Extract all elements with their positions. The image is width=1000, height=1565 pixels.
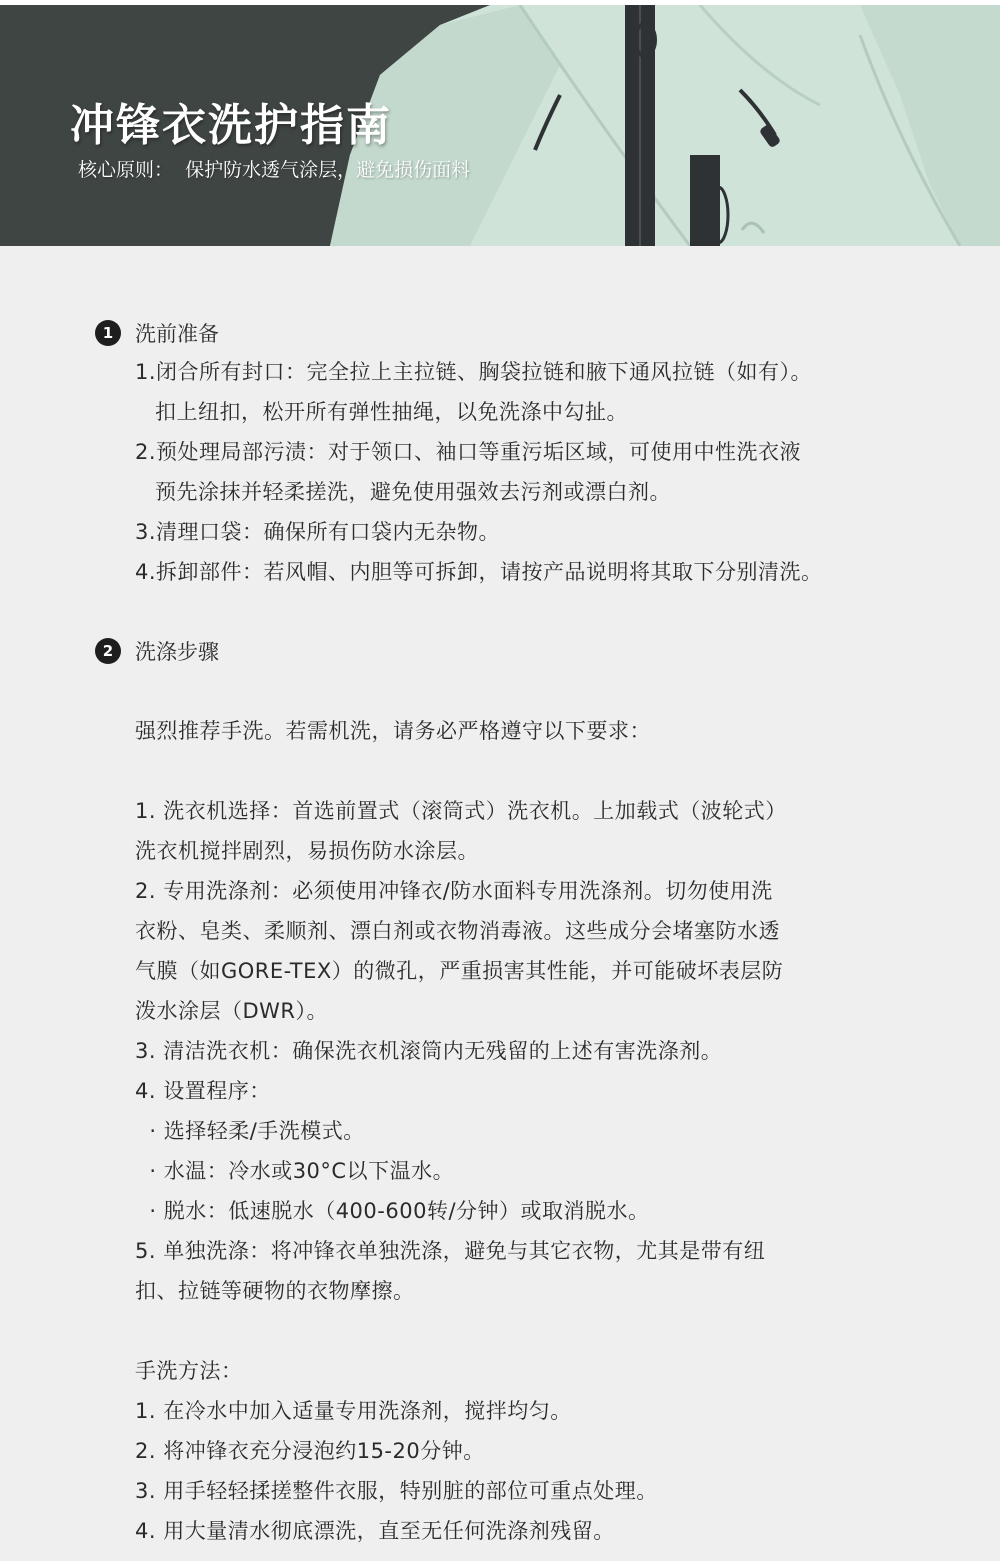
section-2-line: 泼水涂层（DWR）。 — [135, 999, 329, 1023]
section-2-line: 5. 单独洗涤：将冲锋衣单独洗涤，避免与其它衣物，尤其是带有纽 — [135, 1239, 766, 1263]
hand-wash-step: 1. 在冷水中加入适量专用洗涤剂，搅拌均匀。 — [135, 1399, 572, 1423]
section-2-bullet: · 水温：冷水或30°C以下温水。 — [135, 1159, 455, 1183]
section-1-title: 洗前准备 — [135, 322, 219, 346]
section-2-title: 洗涤步骤 — [135, 640, 219, 664]
section-2-header — [95, 636, 219, 666]
section-2-line: 1. 洗衣机选择：首选前置式（滚筒式）洗衣机。上加载式（波轮式） — [135, 799, 787, 823]
section-2-number-badge: 2 — [95, 638, 121, 664]
section-1-line: 1.闭合所有封口：完全拉上主拉链、胸袋拉链和腋下通风拉链（如有）。 — [135, 360, 813, 384]
section-1-line: 3.清理口袋：确保所有口袋内无杂物。 — [135, 520, 501, 544]
bottom-strip — [0, 1561, 1000, 1565]
section-1-line: 预先涂抹并轻柔搓洗，避免使用强效去污剂或漂白剂。 — [155, 480, 671, 504]
section-2-line: 4. 设置程序： — [135, 1079, 271, 1103]
section-2-line: 3. 清洁洗衣机：确保洗衣机滚筒内无残留的上述有害洗涤剂。 — [135, 1039, 723, 1063]
hand-wash-step: 2. 将冲锋衣充分浸泡约15-20分钟。 — [135, 1439, 485, 1463]
section-2-bullet: · 选择轻柔/手洗模式。 — [135, 1119, 365, 1143]
section-1-line: 2.预处理局部污渍：对于领口、袖口等重污垢区域，可使用中性洗衣液 — [135, 440, 802, 464]
section-1-number-badge: 1 — [95, 320, 121, 346]
page-subtitle: 核心原则： 保护防水透气涂层，避免损伤面料 — [78, 159, 471, 181]
page-title: 冲锋衣洗护指南 — [70, 100, 392, 151]
section-2-line: 扣、拉链等硬物的衣物摩擦。 — [135, 1279, 415, 1303]
section-1-line: 扣上纽扣，松开所有弹性抽绳，以免洗涤中勾扯。 — [155, 400, 628, 424]
banner — [0, 5, 1000, 246]
section-2-line: 衣粉、皂类、柔顺剂、漂白剂或衣物消毒液。这些成分会堵塞防水透 — [135, 919, 780, 943]
section-1-line: 4.拆卸部件：若风帽、内胆等可拆卸，请按产品说明将其取下分别清洗。 — [135, 560, 823, 584]
section-2-bullet: · 脱水：低速脱水（400-600转/分钟）或取消脱水。 — [135, 1199, 650, 1223]
section-2-line: 洗衣机搅拌剧烈，易损伤防水涂层。 — [135, 839, 479, 863]
hand-wash-step: 4. 用大量清水彻底漂洗，直至无任何洗涤剂残留。 — [135, 1519, 615, 1543]
section-2-intro: 强烈推荐手洗。若需机洗，请务必严格遵守以下要求： — [135, 719, 651, 743]
section-2-line: 气膜（如GORE-TEX）的微孔，严重损害其性能，并可能破坏表层防 — [135, 959, 784, 983]
hand-wash-title: 手洗方法： — [135, 1359, 243, 1383]
hand-wash-step: 3. 用手轻轻揉搓整件衣服，特别脏的部位可重点处理。 — [135, 1479, 658, 1503]
section-2-line: 2. 专用洗涤剂：必须使用冲锋衣/防水面料专用洗涤剂。切勿使用洗 — [135, 879, 773, 903]
section-1-header — [95, 318, 219, 348]
